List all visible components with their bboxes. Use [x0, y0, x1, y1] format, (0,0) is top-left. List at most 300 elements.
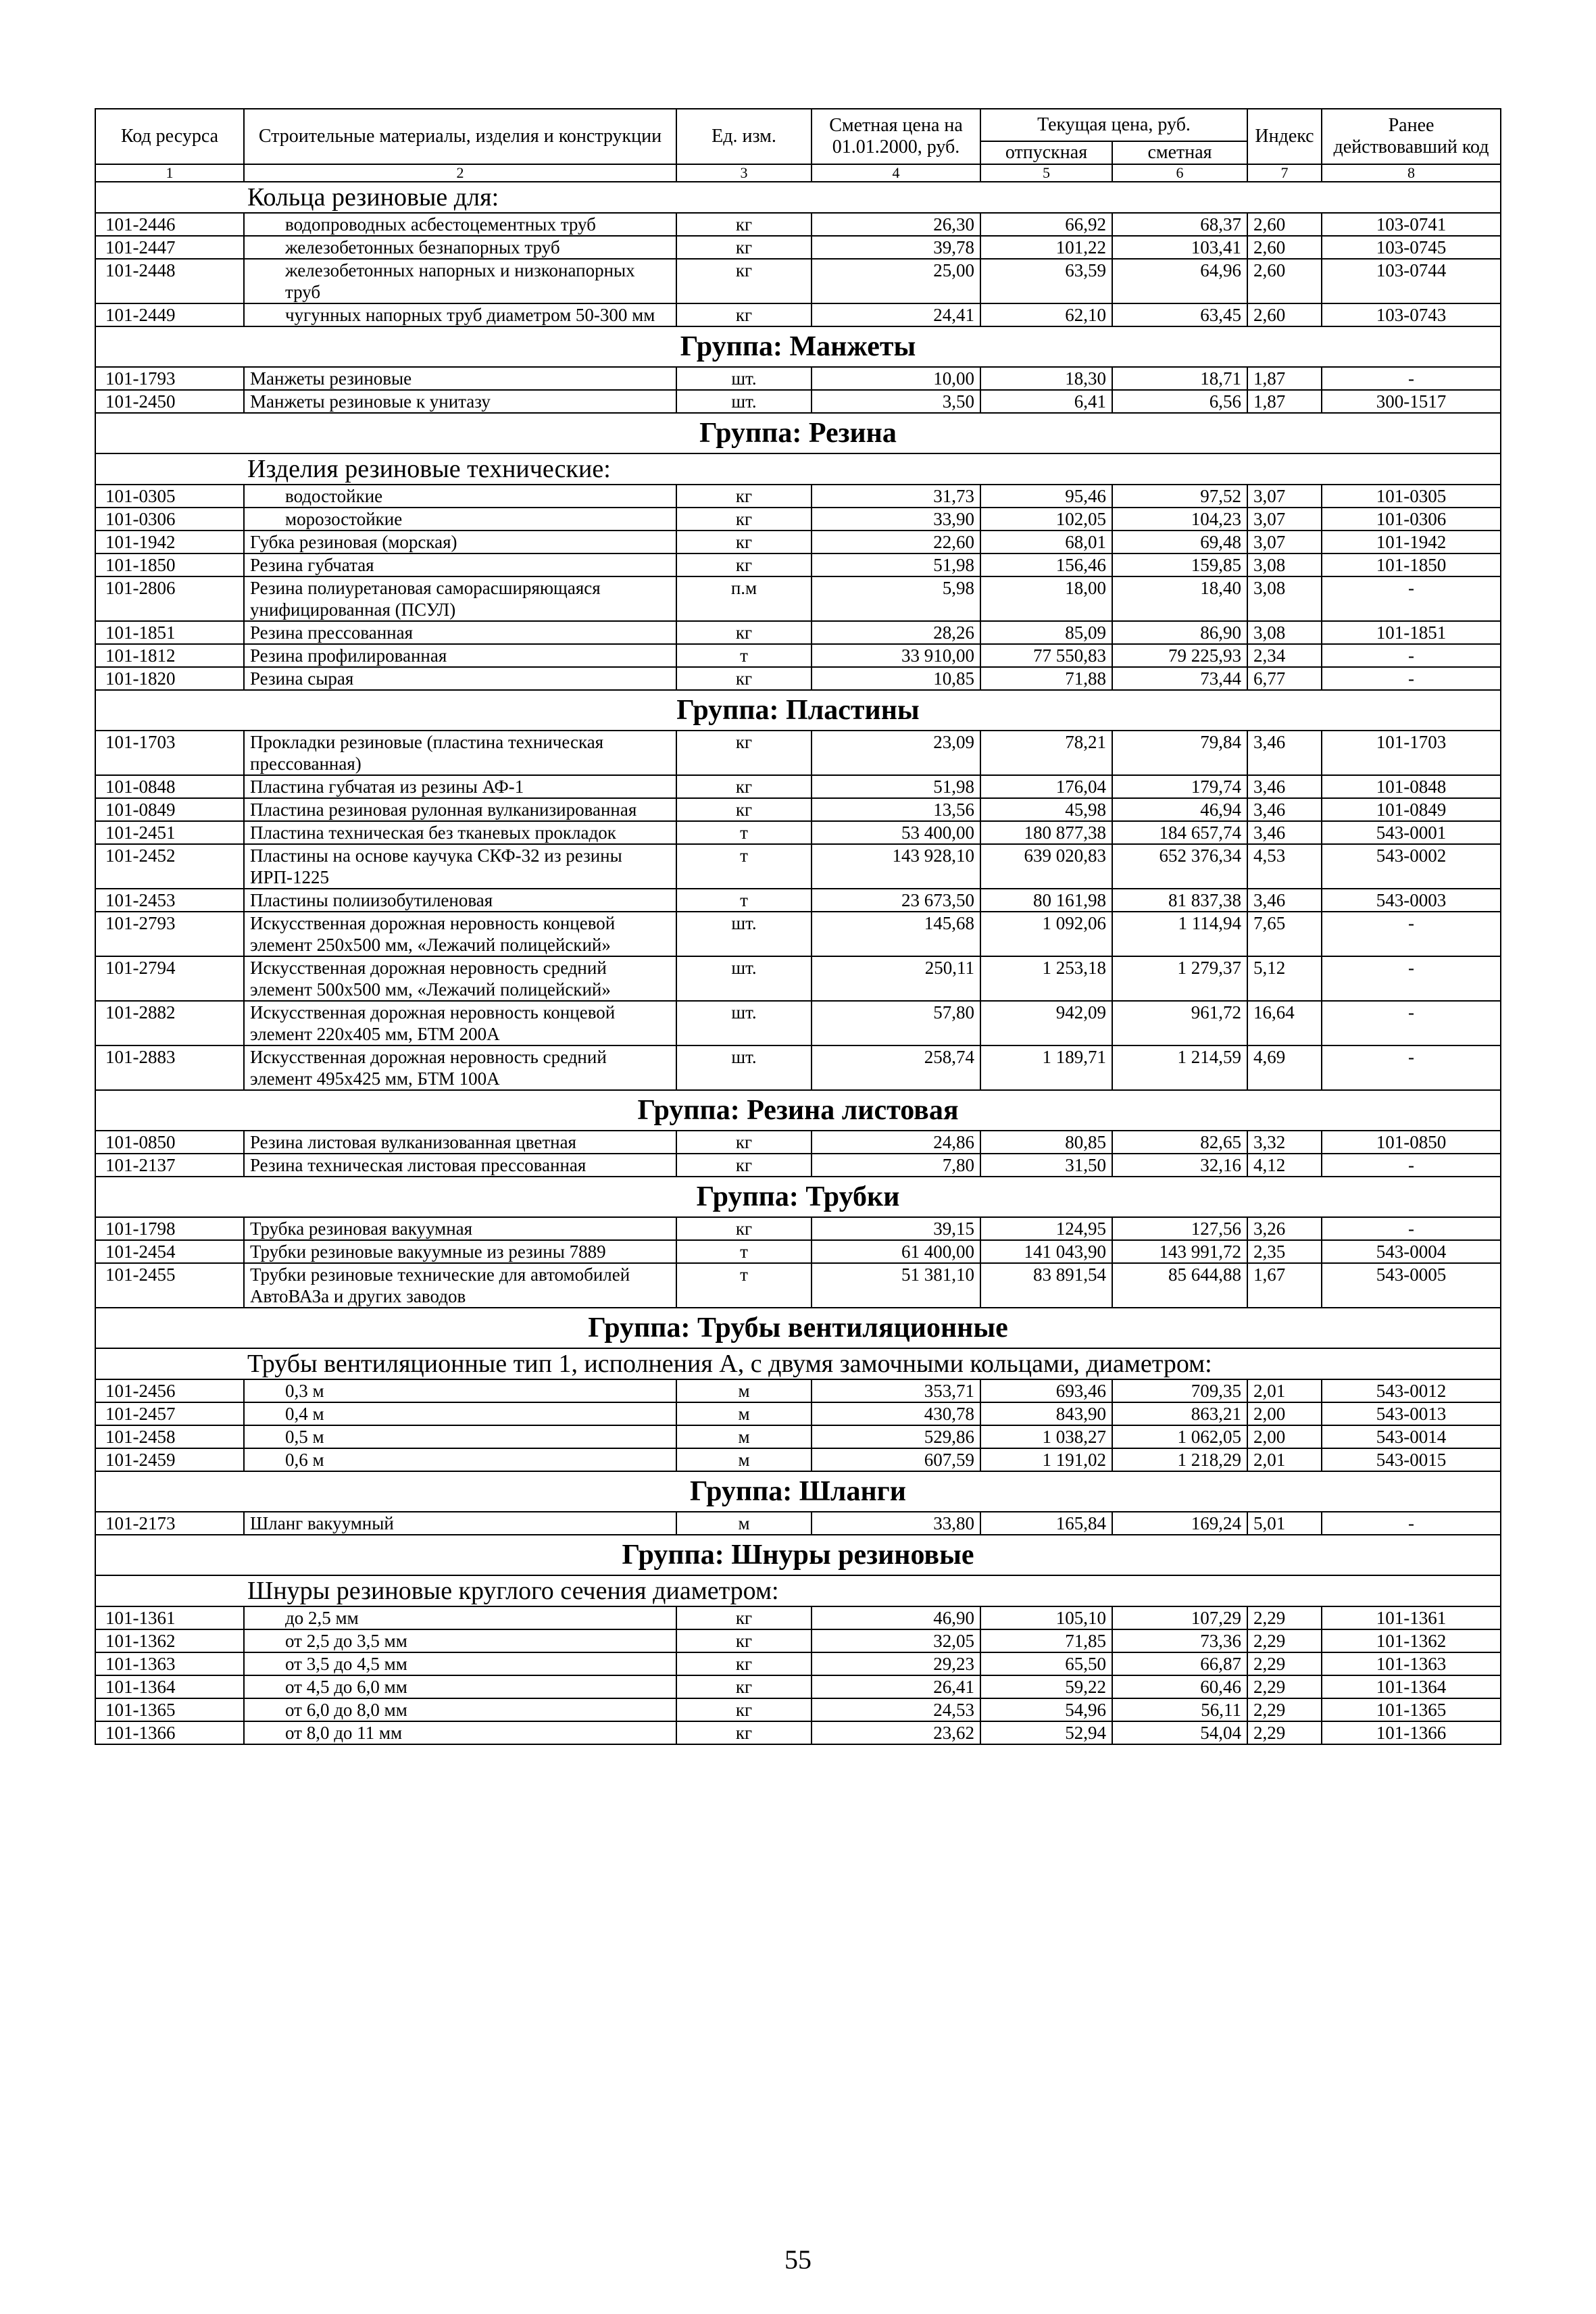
table-row — [95, 1217, 1501, 1240]
material-name: Трубки резиновые вакуумные из резины 7889 — [244, 1240, 676, 1263]
unit: шт. — [676, 912, 812, 956]
price-2000: 61 400,00 — [812, 1240, 980, 1263]
release-price: 1 092,06 — [980, 912, 1112, 956]
group-heading-row — [95, 1177, 1501, 1217]
price-2000: 145,68 — [812, 912, 980, 956]
resource-code: 101-1363 — [95, 1652, 244, 1675]
price-2000: 22,60 — [812, 531, 980, 553]
release-price: 71,85 — [980, 1629, 1112, 1652]
resource-code: 101-2793 — [95, 912, 244, 956]
table-row — [95, 1131, 1501, 1154]
estimate-price: 184 657,74 — [1112, 821, 1247, 844]
price-2000: 24,53 — [812, 1698, 980, 1721]
subheading: Трубы вентиляционные тип 1, исполнения А, с двумя замочными кольцами, диаметром: — [95, 1348, 1501, 1379]
index: 2,60 — [1247, 303, 1322, 326]
estimate-price: 104,23 — [1112, 508, 1247, 531]
unit: кг — [676, 621, 812, 644]
release-price: 639 020,83 — [980, 844, 1112, 889]
resource-code: 101-1942 — [95, 531, 244, 553]
estimate-price: 127,56 — [1112, 1217, 1247, 1240]
previous-code: - — [1322, 912, 1501, 956]
estimate-price: 68,37 — [1112, 213, 1247, 236]
previous-code: 101-1850 — [1322, 553, 1501, 576]
table-row — [95, 912, 1501, 956]
table-row — [95, 956, 1501, 1001]
previous-code: 101-0305 — [1322, 485, 1501, 508]
material-name: Пластина резиновая рулонная вулканизированная — [244, 798, 676, 821]
material-name: Резина прессованная — [244, 621, 676, 644]
estimate-price: 1 279,37 — [1112, 956, 1247, 1001]
material-name: Прокладки резиновые (пластина техническая прессованная) — [244, 731, 676, 775]
resource-code: 101-2446 — [95, 213, 244, 236]
index: 2,01 — [1247, 1379, 1322, 1402]
subheading-row — [95, 182, 1501, 213]
price-2000: 250,11 — [812, 956, 980, 1001]
release-price: 156,46 — [980, 553, 1112, 576]
table-row — [95, 667, 1501, 690]
table-row — [95, 236, 1501, 259]
resource-code: 101-1703 — [95, 731, 244, 775]
unit: кг — [676, 1606, 812, 1629]
index: 4,12 — [1247, 1154, 1322, 1177]
table-row — [95, 390, 1501, 413]
previous-code: 543-0002 — [1322, 844, 1501, 889]
header-current-price: Текущая цена, руб. — [980, 109, 1247, 141]
unit: т — [676, 1240, 812, 1263]
estimate-price: 1 062,05 — [1112, 1425, 1247, 1448]
previous-code: 300-1517 — [1322, 390, 1501, 413]
release-price: 78,21 — [980, 731, 1112, 775]
material-name: Искусственная дорожная неровность концевой элемент 250х500 мм, «Лежачий полицейский» — [244, 912, 676, 956]
price-2000: 51,98 — [812, 775, 980, 798]
header-price-2000: Сметная цена на 01.01.2000, руб. — [812, 109, 980, 164]
index: 3,46 — [1247, 889, 1322, 912]
estimate-price: 85 644,88 — [1112, 1263, 1247, 1308]
resource-code: 101-2455 — [95, 1263, 244, 1308]
material-name: морозостойкие — [244, 508, 676, 531]
unit: т — [676, 644, 812, 667]
table-row — [95, 1154, 1501, 1177]
table-row — [95, 1402, 1501, 1425]
resource-code: 101-2883 — [95, 1045, 244, 1090]
material-name: 0,5 м — [244, 1425, 676, 1448]
price-2000: 10,00 — [812, 367, 980, 390]
release-price: 176,04 — [980, 775, 1112, 798]
material-name: Манжеты резиновые к унитазу — [244, 390, 676, 413]
release-price: 95,46 — [980, 485, 1112, 508]
header-index: Индекс — [1247, 109, 1322, 164]
header-release-price: отпускная — [980, 141, 1112, 164]
estimate-price: 56,11 — [1112, 1698, 1247, 1721]
index: 2,34 — [1247, 644, 1322, 667]
price-2000: 57,80 — [812, 1001, 980, 1045]
unit: шт. — [676, 1045, 812, 1090]
subheading-row — [95, 453, 1501, 485]
resource-code: 101-2806 — [95, 576, 244, 621]
group-heading: Группа: Резина листовая — [95, 1090, 1501, 1131]
group-heading: Группа: Трубы вентиляционные — [95, 1308, 1501, 1348]
table-row — [95, 844, 1501, 889]
index: 3,08 — [1247, 576, 1322, 621]
previous-code: - — [1322, 667, 1501, 690]
previous-code: - — [1322, 1154, 1501, 1177]
resource-code: 101-0849 — [95, 798, 244, 821]
subheading-row — [95, 1575, 1501, 1606]
table-row — [95, 213, 1501, 236]
unit: кг — [676, 731, 812, 775]
resource-code: 101-2452 — [95, 844, 244, 889]
index: 3,07 — [1247, 485, 1322, 508]
price-2000: 3,50 — [812, 390, 980, 413]
previous-code: 101-1703 — [1322, 731, 1501, 775]
price-2000: 26,41 — [812, 1675, 980, 1698]
resource-code: 101-2453 — [95, 889, 244, 912]
previous-code: 101-1364 — [1322, 1675, 1501, 1698]
resource-code: 101-1366 — [95, 1721, 244, 1744]
estimate-price: 179,74 — [1112, 775, 1247, 798]
group-heading-row — [95, 1535, 1501, 1575]
column-number: 6 — [1112, 164, 1247, 182]
price-2000: 53 400,00 — [812, 821, 980, 844]
material-name: Пластина техническая без тканевых прокладок — [244, 821, 676, 844]
index: 3,32 — [1247, 1131, 1322, 1154]
resource-code: 101-0850 — [95, 1131, 244, 1154]
index: 4,53 — [1247, 844, 1322, 889]
material-name: Шланг вакуумный — [244, 1512, 676, 1535]
material-name: Резина полиуретановая саморасширяющаяся унифицированная (ПСУЛ) — [244, 576, 676, 621]
price-2000: 13,56 — [812, 798, 980, 821]
unit: шт. — [676, 390, 812, 413]
table-row — [95, 1675, 1501, 1698]
index: 3,46 — [1247, 775, 1322, 798]
price-2000: 31,73 — [812, 485, 980, 508]
unit: м — [676, 1448, 812, 1471]
estimate-price: 961,72 — [1112, 1001, 1247, 1045]
index: 2,29 — [1247, 1698, 1322, 1721]
material-name: Резина губчатая — [244, 553, 676, 576]
release-price: 1 253,18 — [980, 956, 1112, 1001]
material-name: железобетонных безнапорных труб — [244, 236, 676, 259]
index: 3,08 — [1247, 621, 1322, 644]
index: 2,29 — [1247, 1629, 1322, 1652]
release-price: 52,94 — [980, 1721, 1112, 1744]
price-2000: 33,90 — [812, 508, 980, 531]
index: 16,64 — [1247, 1001, 1322, 1045]
unit: шт. — [676, 1001, 812, 1045]
material-name: Пластина губчатая из резины АФ-1 — [244, 775, 676, 798]
price-2000: 33,80 — [812, 1512, 980, 1535]
previous-code: - — [1322, 1045, 1501, 1090]
release-price: 141 043,90 — [980, 1240, 1112, 1263]
material-name: Пластины полиизобутиленовая — [244, 889, 676, 912]
estimate-price: 79,84 — [1112, 731, 1247, 775]
group-heading: Группа: Трубки — [95, 1177, 1501, 1217]
release-price: 843,90 — [980, 1402, 1112, 1425]
material-name: 0,3 м — [244, 1379, 676, 1402]
material-name: Резина профилированная — [244, 644, 676, 667]
previous-code: 101-0306 — [1322, 508, 1501, 531]
previous-code: 101-1365 — [1322, 1698, 1501, 1721]
release-price: 85,09 — [980, 621, 1112, 644]
index: 1,87 — [1247, 367, 1322, 390]
unit: п.м — [676, 576, 812, 621]
index: 3,07 — [1247, 508, 1322, 531]
column-number: 1 — [95, 164, 244, 182]
price-2000: 39,15 — [812, 1217, 980, 1240]
previous-code: 543-0015 — [1322, 1448, 1501, 1471]
material-name: Резина техническая листовая прессованная — [244, 1154, 676, 1177]
table-row — [95, 775, 1501, 798]
previous-code: 543-0012 — [1322, 1379, 1501, 1402]
price-2000: 25,00 — [812, 259, 980, 303]
column-number: 5 — [980, 164, 1112, 182]
index: 2,29 — [1247, 1652, 1322, 1675]
estimate-price: 97,52 — [1112, 485, 1247, 508]
estimate-price: 73,44 — [1112, 667, 1247, 690]
index: 3,46 — [1247, 821, 1322, 844]
table-row — [95, 1379, 1501, 1402]
index: 2,00 — [1247, 1402, 1322, 1425]
estimate-price: 32,16 — [1112, 1154, 1247, 1177]
table-row — [95, 1425, 1501, 1448]
unit: кг — [676, 1698, 812, 1721]
previous-code: 101-1942 — [1322, 531, 1501, 553]
estimate-price: 81 837,38 — [1112, 889, 1247, 912]
resource-code: 101-1361 — [95, 1606, 244, 1629]
release-price: 63,59 — [980, 259, 1112, 303]
material-name: от 3,5 до 4,5 мм — [244, 1652, 676, 1675]
unit: кг — [676, 1154, 812, 1177]
price-2000: 5,98 — [812, 576, 980, 621]
estimate-price: 86,90 — [1112, 621, 1247, 644]
index: 2,60 — [1247, 213, 1322, 236]
estimate-price: 863,21 — [1112, 1402, 1247, 1425]
previous-code: - — [1322, 1217, 1501, 1240]
subheading-row — [95, 1348, 1501, 1379]
release-price: 18,30 — [980, 367, 1112, 390]
table-row — [95, 1629, 1501, 1652]
price-2000: 7,80 — [812, 1154, 980, 1177]
index: 3,26 — [1247, 1217, 1322, 1240]
previous-code: 101-0850 — [1322, 1131, 1501, 1154]
release-price: 101,22 — [980, 236, 1112, 259]
release-price: 180 877,38 — [980, 821, 1112, 844]
resource-code: 101-0848 — [95, 775, 244, 798]
price-2000: 33 910,00 — [812, 644, 980, 667]
table-row — [95, 531, 1501, 553]
previous-code: - — [1322, 956, 1501, 1001]
table-row — [95, 821, 1501, 844]
index: 2,01 — [1247, 1448, 1322, 1471]
previous-code: 543-0001 — [1322, 821, 1501, 844]
previous-code: 103-0744 — [1322, 259, 1501, 303]
table-header — [95, 109, 1501, 182]
previous-code: 543-0014 — [1322, 1425, 1501, 1448]
resource-code: 101-1820 — [95, 667, 244, 690]
table-row — [95, 1001, 1501, 1045]
previous-code: 101-1361 — [1322, 1606, 1501, 1629]
release-price: 68,01 — [980, 531, 1112, 553]
estimate-price: 79 225,93 — [1112, 644, 1247, 667]
price-2000: 353,71 — [812, 1379, 980, 1402]
release-price: 105,10 — [980, 1606, 1112, 1629]
index: 1,87 — [1247, 390, 1322, 413]
price-2000: 51 381,10 — [812, 1263, 980, 1308]
release-price: 80,85 — [980, 1131, 1112, 1154]
previous-code: 101-0849 — [1322, 798, 1501, 821]
column-number: 7 — [1247, 164, 1322, 182]
group-heading-row — [95, 690, 1501, 731]
estimate-price: 1 114,94 — [1112, 912, 1247, 956]
material-name: чугунных напорных труб диаметром 50-300 мм — [244, 303, 676, 326]
price-2000: 23,09 — [812, 731, 980, 775]
resource-code: 101-1365 — [95, 1698, 244, 1721]
table-row — [95, 553, 1501, 576]
previous-code: 101-1363 — [1322, 1652, 1501, 1675]
unit: кг — [676, 485, 812, 508]
unit: кг — [676, 508, 812, 531]
resource-code: 101-2458 — [95, 1425, 244, 1448]
previous-code: 101-0848 — [1322, 775, 1501, 798]
release-price: 1 189,71 — [980, 1045, 1112, 1090]
previous-code: - — [1322, 644, 1501, 667]
group-heading-row — [95, 413, 1501, 453]
estimate-price: 60,46 — [1112, 1675, 1247, 1698]
table-row — [95, 1045, 1501, 1090]
material-name: Искусственная дорожная неровность средний элемент 495х425 мм, БТМ 100А — [244, 1045, 676, 1090]
column-numbers-row — [95, 164, 1501, 182]
table-row — [95, 1698, 1501, 1721]
resource-code: 101-2449 — [95, 303, 244, 326]
subheading: Изделия резиновые технические: — [95, 453, 1501, 485]
resource-code: 101-2454 — [95, 1240, 244, 1263]
previous-code: - — [1322, 1512, 1501, 1535]
table-row — [95, 367, 1501, 390]
release-price: 18,00 — [980, 576, 1112, 621]
table-row — [95, 1652, 1501, 1675]
unit: м — [676, 1512, 812, 1535]
column-number: 4 — [812, 164, 980, 182]
release-price: 71,88 — [980, 667, 1112, 690]
resource-code: 101-2450 — [95, 390, 244, 413]
estimate-price: 54,04 — [1112, 1721, 1247, 1744]
resource-code: 101-2451 — [95, 821, 244, 844]
unit: м — [676, 1425, 812, 1448]
previous-code: - — [1322, 576, 1501, 621]
previous-code: - — [1322, 1001, 1501, 1045]
resource-code: 101-2447 — [95, 236, 244, 259]
unit: шт. — [676, 956, 812, 1001]
index: 7,65 — [1247, 912, 1322, 956]
index: 5,12 — [1247, 956, 1322, 1001]
table-row — [95, 1448, 1501, 1471]
column-number: 3 — [676, 164, 812, 182]
table-body — [95, 182, 1501, 1744]
index: 4,69 — [1247, 1045, 1322, 1090]
material-name: от 8,0 до 11 мм — [244, 1721, 676, 1744]
unit: кг — [676, 1629, 812, 1652]
previous-code: 543-0003 — [1322, 889, 1501, 912]
estimate-price: 652 376,34 — [1112, 844, 1247, 889]
unit: кг — [676, 1217, 812, 1240]
table-row — [95, 508, 1501, 531]
table-row — [95, 1240, 1501, 1263]
release-price: 1 038,27 — [980, 1425, 1112, 1448]
index: 3,07 — [1247, 531, 1322, 553]
previous-code: 101-1362 — [1322, 1629, 1501, 1652]
release-price: 124,95 — [980, 1217, 1112, 1240]
release-price: 31,50 — [980, 1154, 1112, 1177]
index: 5,01 — [1247, 1512, 1322, 1535]
estimate-price: 1 214,59 — [1112, 1045, 1247, 1090]
unit: кг — [676, 1675, 812, 1698]
unit: шт. — [676, 367, 812, 390]
table-row — [95, 621, 1501, 644]
table-row — [95, 1263, 1501, 1308]
unit: кг — [676, 798, 812, 821]
unit: кг — [676, 303, 812, 326]
resource-code: 101-2456 — [95, 1379, 244, 1402]
index: 2,29 — [1247, 1721, 1322, 1744]
material-name: Резина сырая — [244, 667, 676, 690]
price-2000: 26,30 — [812, 213, 980, 236]
estimate-price: 159,85 — [1112, 553, 1247, 576]
previous-code: 103-0745 — [1322, 236, 1501, 259]
table-row — [95, 1721, 1501, 1744]
index: 3,08 — [1247, 553, 1322, 576]
resource-code: 101-1793 — [95, 367, 244, 390]
table-row — [95, 644, 1501, 667]
estimate-price: 69,48 — [1112, 531, 1247, 553]
release-price: 942,09 — [980, 1001, 1112, 1045]
price-2000: 24,86 — [812, 1131, 980, 1154]
estimate-price: 46,94 — [1112, 798, 1247, 821]
resource-code: 101-2457 — [95, 1402, 244, 1425]
resource-code: 101-1364 — [95, 1675, 244, 1698]
group-heading: Группа: Шнуры резиновые — [95, 1535, 1501, 1575]
price-2000: 39,78 — [812, 236, 980, 259]
document-page — [95, 108, 1500, 1745]
group-heading-row — [95, 326, 1501, 367]
index: 2,60 — [1247, 259, 1322, 303]
unit: кг — [676, 775, 812, 798]
index: 2,00 — [1247, 1425, 1322, 1448]
material-name: Трубка резиновая вакуумная — [244, 1217, 676, 1240]
release-price: 77 550,83 — [980, 644, 1112, 667]
estimate-price: 73,36 — [1112, 1629, 1247, 1652]
resource-code: 101-2137 — [95, 1154, 244, 1177]
estimate-price: 143 991,72 — [1112, 1240, 1247, 1263]
unit: т — [676, 1263, 812, 1308]
price-2000: 28,26 — [812, 621, 980, 644]
material-name: 0,4 м — [244, 1402, 676, 1425]
material-name: водостойкие — [244, 485, 676, 508]
estimate-price: 6,56 — [1112, 390, 1247, 413]
unit: кг — [676, 1652, 812, 1675]
estimate-price: 66,87 — [1112, 1652, 1247, 1675]
previous-code: 103-0741 — [1322, 213, 1501, 236]
unit: т — [676, 844, 812, 889]
resource-code: 101-2448 — [95, 259, 244, 303]
price-2000: 46,90 — [812, 1606, 980, 1629]
release-price: 59,22 — [980, 1675, 1112, 1698]
header-estimate-price: сметная — [1112, 141, 1247, 164]
material-name: Искусственная дорожная неровность концевой элемент 220х405 мм, БТМ 200А — [244, 1001, 676, 1045]
material-name: от 2,5 до 3,5 мм — [244, 1629, 676, 1652]
estimate-price: 103,41 — [1112, 236, 1247, 259]
index: 2,60 — [1247, 236, 1322, 259]
previous-code: 101-1366 — [1322, 1721, 1501, 1744]
